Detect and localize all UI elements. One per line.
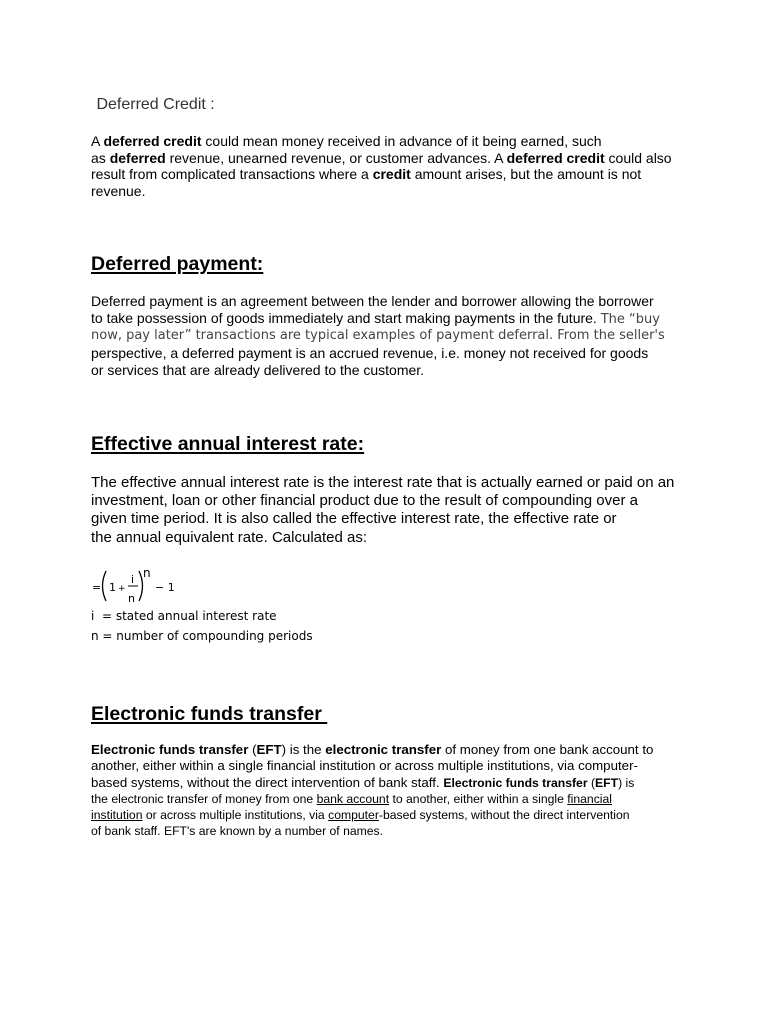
text-run: to another, either within a single bbox=[389, 791, 568, 806]
definition-i: i = stated annual interest rate bbox=[91, 609, 277, 623]
heading-effective-annual-interest-rate: Effective annual interest rate: bbox=[91, 433, 365, 455]
text-line: Deferred payment is an agreement between the lender and borrower allowing the borrower bbox=[91, 293, 654, 309]
right-paren-icon bbox=[139, 571, 143, 601]
text-line bbox=[91, 166, 691, 183]
text-run: as bbox=[91, 149, 110, 166]
text-line bbox=[91, 775, 691, 791]
formula-exponent-n: n bbox=[143, 566, 151, 580]
text-run: could mean money received in advance of it being earned, such bbox=[201, 133, 602, 149]
text-run: ( bbox=[248, 742, 257, 757]
bold-term: credit bbox=[372, 166, 411, 183]
text-line: revenue. bbox=[91, 183, 146, 200]
paragraph-eft bbox=[91, 742, 691, 840]
text-run: of money from one bank account to bbox=[441, 742, 654, 757]
heading-electronic-funds-transfer: Electronic funds transfer bbox=[91, 703, 328, 725]
text-line: or services that are already delivered to the customer. bbox=[91, 361, 425, 378]
link-financial-institution[interactable]: financial bbox=[567, 791, 612, 806]
text-run: A bbox=[91, 133, 104, 149]
text-line: of bank staff. EFT's are known by a number of names. bbox=[91, 824, 384, 839]
quote-line: now, pay later” transactions are typical examples of payment deferral. From the seller's bbox=[91, 328, 665, 344]
text-line bbox=[91, 310, 691, 329]
formula-denominator-n: n bbox=[128, 592, 135, 605]
paragraph-deferred-credit bbox=[91, 133, 691, 200]
text-run: the electronic transfer of money from one bbox=[91, 791, 317, 806]
text-run: -based systems, without the direct intervention bbox=[378, 808, 630, 823]
bold-term: Electronic funds transfer bbox=[91, 742, 249, 757]
text-line: another, either within a single financial institution or across multiple institutions, via computer- bbox=[91, 758, 638, 774]
text-run: ) is the bbox=[281, 742, 326, 757]
text-run: to take possession of goods immediately and start making payments in the future. bbox=[91, 309, 601, 326]
text-run: or across multiple institutions, via bbox=[142, 808, 329, 823]
text-run: revenue, unearned revenue, or customer advances. A bbox=[165, 149, 507, 166]
text-line bbox=[91, 742, 691, 758]
link-bank-account[interactable]: bank account bbox=[316, 791, 390, 806]
bold-term: Electronic funds transfer bbox=[443, 775, 588, 790]
text-run: ) is bbox=[618, 775, 635, 790]
paragraph-effective-rate bbox=[91, 474, 711, 547]
text-line bbox=[91, 807, 691, 823]
formula-one: 1 bbox=[109, 581, 116, 594]
bold-term: EFT bbox=[595, 775, 619, 790]
bold-term: deferred credit bbox=[506, 149, 605, 166]
text-line: The effective annual interest rate is the interest rate that is actually earned or paid on an bbox=[91, 474, 675, 491]
formula-minus-one: − 1 bbox=[155, 581, 175, 594]
text-line bbox=[91, 150, 691, 167]
text-line: perspective, a deferred payment is an accrued revenue, i.e. money not received for goods bbox=[91, 345, 649, 362]
bold-term: deferred credit bbox=[103, 133, 202, 149]
text-run: result from complicated transactions where a bbox=[91, 166, 373, 183]
bold-term: deferred bbox=[109, 149, 166, 166]
heading-deferred-payment: Deferred payment: bbox=[91, 253, 264, 275]
definition-n: n = number of compounding periods bbox=[91, 629, 313, 643]
formula-numerator-i: i bbox=[131, 573, 135, 586]
text-run: amount arises, but the amount is not bbox=[410, 166, 642, 183]
link-financial-institution[interactable]: institution bbox=[91, 808, 143, 823]
bold-term: EFT bbox=[256, 742, 282, 757]
text-line bbox=[91, 791, 691, 807]
left-paren-icon bbox=[103, 571, 107, 601]
formula-equals: = bbox=[92, 581, 102, 594]
bold-term: electronic transfer bbox=[325, 742, 442, 757]
formula-plus: + bbox=[118, 584, 126, 594]
text-run: could also bbox=[604, 149, 672, 166]
text-run: ( bbox=[587, 775, 596, 790]
text-line: investment, loan or other financial product due to the result of compounding over a bbox=[91, 492, 638, 510]
text-run: based systems, without the direct intervention of bank staff. bbox=[91, 774, 444, 790]
formula-effective-rate bbox=[88, 562, 198, 612]
quote-text: The “buy bbox=[600, 311, 660, 327]
link-computer[interactable]: computer bbox=[328, 808, 379, 823]
paragraph-deferred-payment bbox=[91, 293, 691, 379]
text-line: given time period. It is also called the effective interest rate, the effective rate or bbox=[91, 510, 617, 528]
heading-deferred-credit: Deferred Credit : bbox=[92, 96, 215, 113]
text-line: the annual equivalent rate. Calculated as: bbox=[91, 528, 368, 546]
text-line bbox=[91, 133, 691, 150]
